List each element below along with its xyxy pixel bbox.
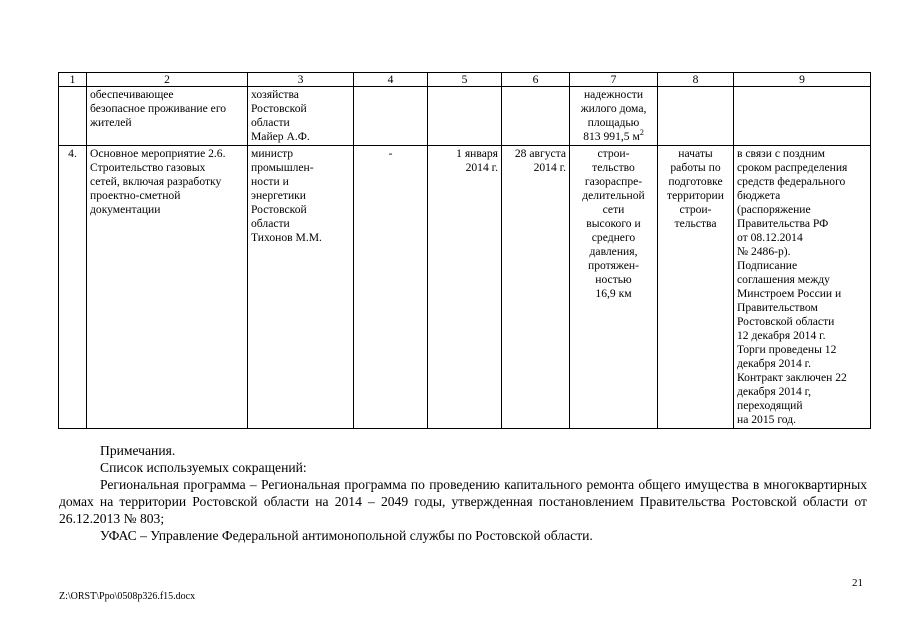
result-cell: строи- тельство газораспре- делительной сети высокого и среднего давления, протяжен- ностью 16,9 км <box>570 146 658 429</box>
table-row <box>59 146 871 429</box>
header-cell: 3 <box>248 73 354 87</box>
reason-cell: в связи с поздним сроком распределения средств федерального бюджета (распоряжение Правительства РФ от 08.12.2014 № 2486-р). Подписание соглашения между Минстроем России и Правительством Ростовской области 12 декабря 2014 г. Торги проведены 12 декабря 2014 г. Контракт заключен 22 декабря 2014 г, переходящий на 2015 год. <box>734 146 871 429</box>
end-date-cell: 28 августа 2014 г. <box>502 146 570 429</box>
table-cell: - <box>354 146 428 429</box>
report-table <box>58 72 871 429</box>
header-cell: 7 <box>570 73 658 87</box>
header-cell: 9 <box>734 73 871 87</box>
event-name-cell: Основное мероприятие 2.6. Строительство газовых сетей, включая разработку проектно-сметной документации <box>87 146 248 429</box>
header-cell: 1 <box>59 73 87 87</box>
header-cell: 8 <box>658 73 734 87</box>
abbreviations-title: Список используемых сокращений: <box>100 460 307 475</box>
notes-title: Примечания. <box>100 443 176 458</box>
header-cell: 2 <box>87 73 248 87</box>
footer-file-path: Z:\ORST\Ppo\0508p326.f15.docx <box>59 591 196 602</box>
header-cell: 4 <box>354 73 428 87</box>
header-cell: 5 <box>428 73 502 87</box>
abbreviation-regional-program: Региональная программа – Региональная программа по проведению капитального ремонта общего имущества в многоквартирных домах на территории Ростовской области на 2014 – 2049 годы, утвержденная постановлением Правительства Ростовской области от 26.12.2013 № 803; <box>59 477 867 526</box>
status-cell: начаты работы по подготовке территории строи- тельства <box>658 146 734 429</box>
table-row <box>59 87 871 146</box>
table-cell <box>428 87 502 146</box>
table-cell <box>734 87 871 146</box>
result-cell <box>570 87 658 146</box>
event-name-cell: обеспечивающее безопасное проживание его жителей <box>87 87 248 146</box>
superscript: 2 <box>639 128 644 138</box>
result-text: надежности жилого дома, площадью 813 991,5 м <box>580 88 647 143</box>
table-cell <box>658 87 734 146</box>
row-number-cell: 4. <box>59 146 87 429</box>
executor-cell: хозяйства Ростовской области Майер А.Ф. <box>248 87 354 146</box>
table-cell <box>502 87 570 146</box>
executor-cell: министр промышлен- ности и энергетики Ростовской области Тихонов М.М. <box>248 146 354 429</box>
abbreviation-ufas: УФАС – Управление Федеральной антимонопольной службы по Ростовской области. <box>100 528 593 543</box>
column-number-row <box>59 73 871 87</box>
row-number-cell <box>59 87 87 146</box>
notes-section <box>59 442 867 544</box>
table-cell <box>354 87 428 146</box>
header-cell: 6 <box>502 73 570 87</box>
start-date-cell: 1 января 2014 г. <box>428 146 502 429</box>
page-number: 21 <box>852 577 863 589</box>
